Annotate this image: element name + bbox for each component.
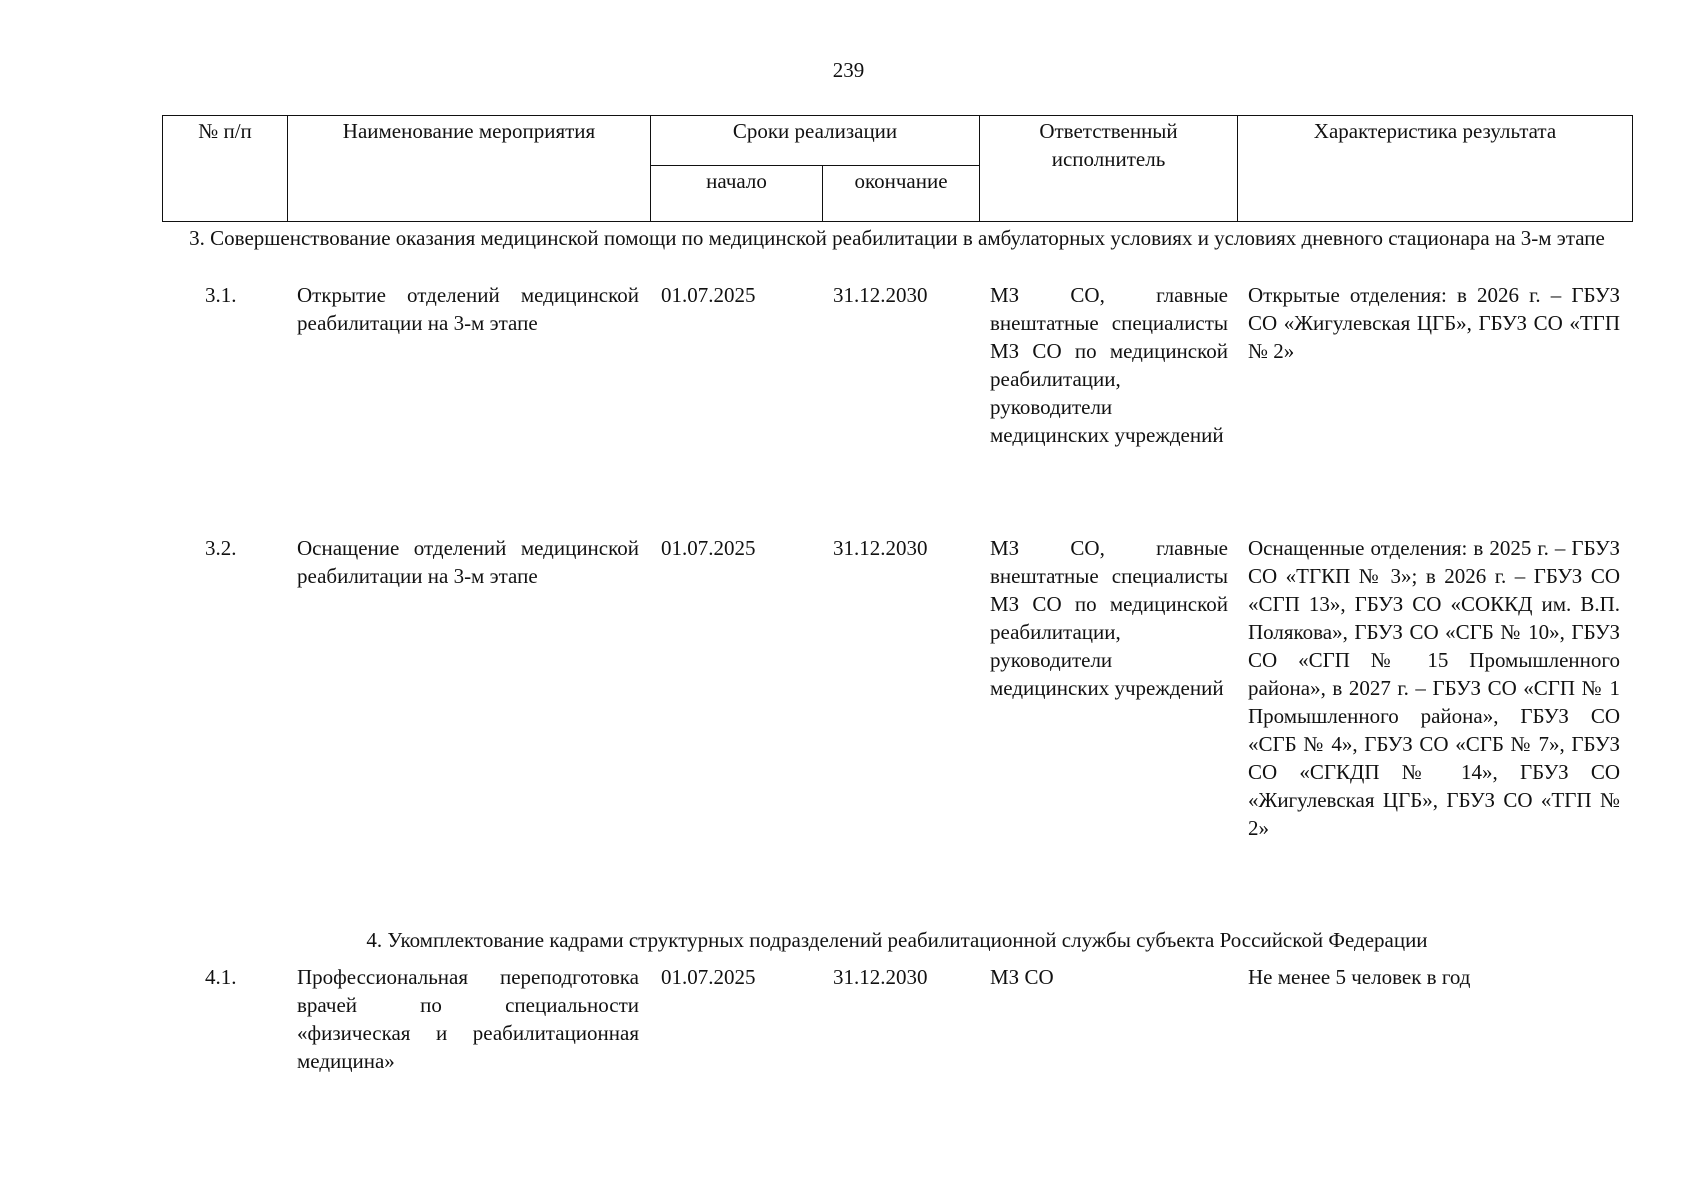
row-responsible: МЗ СО bbox=[990, 965, 1054, 989]
row-start: 01.07.2025 bbox=[661, 965, 756, 989]
row-responsible: МЗ СО, главные внештатные специалисты МЗ СО по медицинской реабилитации, руководители медицинских учреждений bbox=[990, 536, 1228, 700]
table-header bbox=[162, 115, 1633, 222]
row-end: 31.12.2030 bbox=[833, 536, 928, 560]
row-result: Открытые отделения: в 2026 г. – ГБУЗ СО «Жигулевская ЦГБ», ГБУЗ СО «ТГП № 2» bbox=[1248, 283, 1620, 363]
row-end: 31.12.2030 bbox=[833, 965, 928, 989]
section-title: 3. Совершенствование оказания медицинской помощи по медицинской реабилитации в амбулаторных условиях и условиях дневного стационара на 3-м этапе bbox=[189, 226, 1605, 250]
row-num: 4.1. bbox=[205, 965, 237, 989]
header-start: начало bbox=[651, 166, 823, 222]
header-responsible: Ответственный исполнитель bbox=[980, 116, 1238, 222]
section-title: 4. Укомплектование кадрами структурных подразделений реабилитационной службы субъекта Российской Федерации bbox=[366, 928, 1428, 952]
row-start: 01.07.2025 bbox=[661, 536, 756, 560]
header-terms: Сроки реализации bbox=[651, 116, 980, 166]
header-end: окончание bbox=[823, 166, 980, 222]
row-num: 3.2. bbox=[205, 536, 237, 560]
header-name: Наименование мероприятия bbox=[288, 116, 651, 222]
row-num: 3.1. bbox=[205, 283, 237, 307]
header-result: Характеристика результата bbox=[1238, 116, 1633, 222]
row-result: Не менее 5 человек в год bbox=[1248, 965, 1471, 989]
row-end: 31.12.2030 bbox=[833, 283, 928, 307]
row-responsible: МЗ СО, главные внештатные специалисты МЗ СО по медицинской реабилитации, руководители медицинских учреждений bbox=[990, 283, 1228, 447]
row-name: Оснащение отделений медицинской реабилитации на 3-м этапе bbox=[297, 536, 639, 588]
row-name: Профессиональная переподготовка врачей по специальности «физическая и реабилитационная медицина» bbox=[297, 965, 639, 1073]
row-result: Оснащенные отделения: в 2025 г. – ГБУЗ СО «ТГКП № 3»; в 2026 г. – ГБУЗ СО «СГП 13», ГБУЗ СО «СОККД им. В.П. Полякова», ГБУЗ СО «СГБ № 10», ГБУЗ СО «СГП № 15 Промышленного района», в 2027 г. – ГБУЗ СО «СГП № 1 Промышленного района», ГБУЗ СО «СГБ № 4», ГБУЗ СО «СГБ № 7», ГБУЗ СО «СГКДП № 14», ГБУЗ СО «Жигулевская ЦГБ», ГБУЗ СО «ТГП № 2» bbox=[1248, 536, 1620, 840]
row-start: 01.07.2025 bbox=[661, 283, 756, 307]
header-num: № п/п bbox=[163, 116, 288, 222]
row-name: Открытие отделений медицинской реабилитации на 3-м этапе bbox=[297, 283, 639, 335]
page-number: 239 bbox=[832, 58, 865, 82]
